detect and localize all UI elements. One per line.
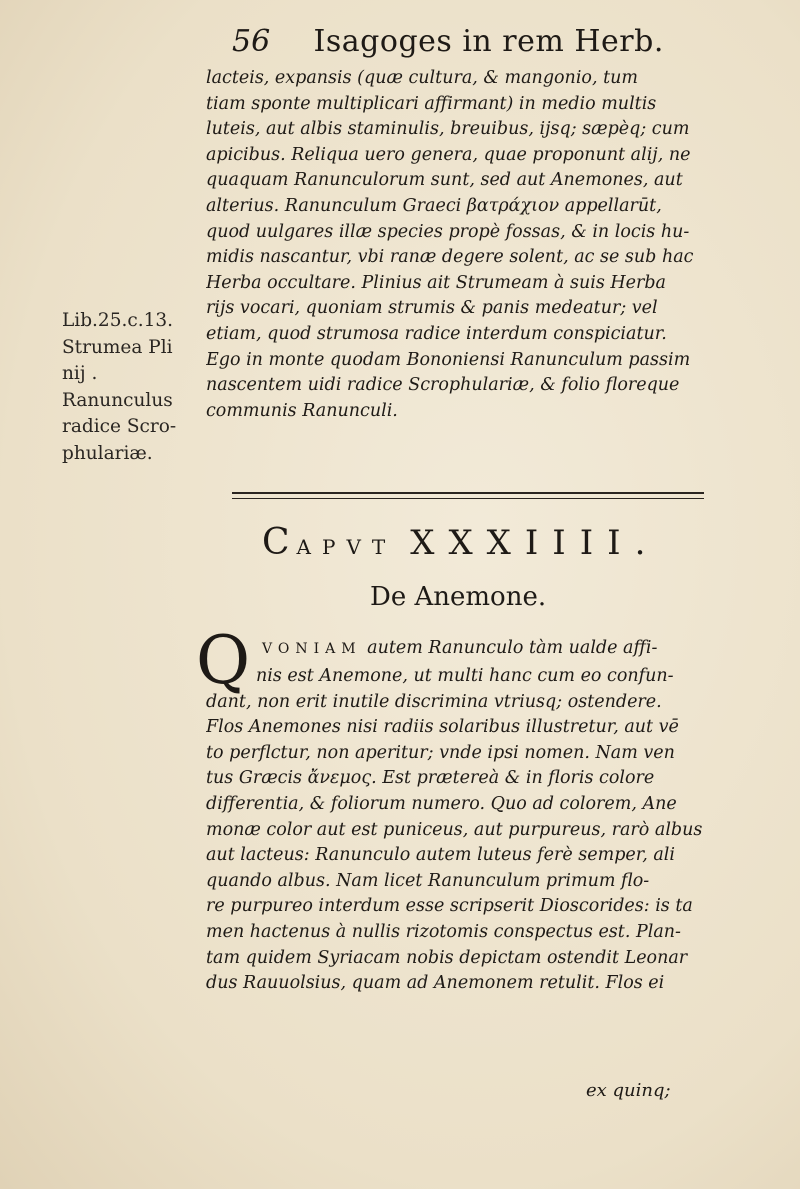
chapter-subtitle: De Anemone.: [370, 582, 547, 612]
text-line: Flos Anemones nisi radiis solaribus illustretur, aut vē: [206, 717, 679, 738]
text-line: apicibus. Reliqua uero genera, quae proponunt alij, ne: [206, 144, 691, 165]
page-number: 56: [232, 24, 271, 59]
text-line: quod uulgares illæ species propè fossas, & in locis hu-: [206, 221, 690, 242]
margin-note-line: phulariæ.: [62, 442, 153, 464]
text-line: nascentem uidi radice Scrophulariæ, & folio floreque: [206, 375, 680, 396]
chapter-number: XXXIIII.: [410, 523, 660, 563]
margin-note-line: radice Scro-: [62, 416, 177, 437]
margin-note-line: nij .: [62, 363, 98, 384]
chapter-heading-initial: C: [262, 522, 297, 563]
text-line: dant, non erit inutile discrimina vtriusq; ostendere.: [206, 691, 662, 712]
text-line: differentia, & foliorum numero. Quo ad colorem, Ane: [206, 793, 677, 814]
margin-note-line: Lib.25.c.13.: [62, 310, 174, 331]
text-line: re purpureo interdum esse scripserit Dioscorides: is ta: [206, 896, 693, 917]
text-line: communis Ranunculi.: [206, 400, 398, 421]
text-line: monæ color aut est puniceus, aut purpureus, rarò albus: [206, 819, 703, 840]
opening-italic: autem Ranunculo tàm ualde affi-: [367, 638, 658, 658]
upper-paragraph: [206, 66, 766, 424]
text-line: alterius. Ranunculum Graeci βατράχιον appellarūt,: [206, 195, 662, 216]
drop-cap: Q: [196, 622, 251, 699]
text-line: nis est Anemone, ut multi hanc cum eo confun-: [256, 666, 674, 686]
chapter-divider-thick: [232, 492, 704, 494]
text-line: luteis, aut albis staminulis, breuibus, ijsq; sæpèq; cum: [206, 119, 690, 140]
margin-note-line: Strumea Pli: [62, 336, 173, 358]
text-line: midis nascantur, vbi ranæ degere solent, ac se sub hac: [206, 247, 694, 268]
text-line: tiam sponte multiplicari affirmant) in medio multis: [206, 93, 657, 114]
lower-first-line: [262, 636, 657, 663]
text-line: dus Rauuolsius, quam ad Anemonem retulit. Flos ei: [206, 973, 665, 994]
text-line: men hactenus à nullis rizotomis conspectus est. Plan-: [206, 921, 681, 942]
opening-smallcaps: VONIAM: [262, 641, 362, 657]
text-line: lacteis, expansis (quæ cultura, & mangonio, tum: [206, 68, 638, 88]
catchword: ex quinq;: [586, 1080, 671, 1101]
page-header: [232, 22, 672, 62]
text-line: to perflctur, non aperitur; vnde ipsi nomen. Nam ven: [206, 742, 675, 763]
lower-paragraph: [206, 664, 766, 997]
text-line: tam quidem Syriacam nobis depictam ostendit Leonar: [206, 947, 688, 968]
text-line: tus Græcis ἄνεμος. Est prætereà & in floris colore: [206, 768, 655, 789]
text-line: aut lacteus: Ranunculo autem luteus ferè semper, ali: [206, 845, 675, 866]
chapter-heading-word: APVT: [296, 535, 397, 559]
chapter-heading: [262, 522, 659, 563]
text-line: Ego in monte quodam Bononiensi Ranunculum passim: [206, 349, 691, 370]
running-title: Isagoges in rem Herb.: [313, 24, 664, 59]
text-line: quaquam Ranunculorum sunt, sed aut Anemones, aut: [206, 170, 683, 191]
text-line: Herba occultare. Plinius ait Strumeam à suis Herba: [206, 272, 666, 293]
text-line: etiam, quod strumosa radice interdum conspiciatur.: [206, 323, 667, 344]
chapter-divider-thin: [232, 498, 704, 499]
margin-note: [62, 308, 202, 467]
margin-note-line: Ranunculus: [62, 389, 173, 411]
text-line: rijs vocari, quoniam strumis & panis medeatur; vel: [206, 298, 658, 319]
text-line: quando albus. Nam licet Ranunculum primum flo-: [206, 870, 650, 891]
